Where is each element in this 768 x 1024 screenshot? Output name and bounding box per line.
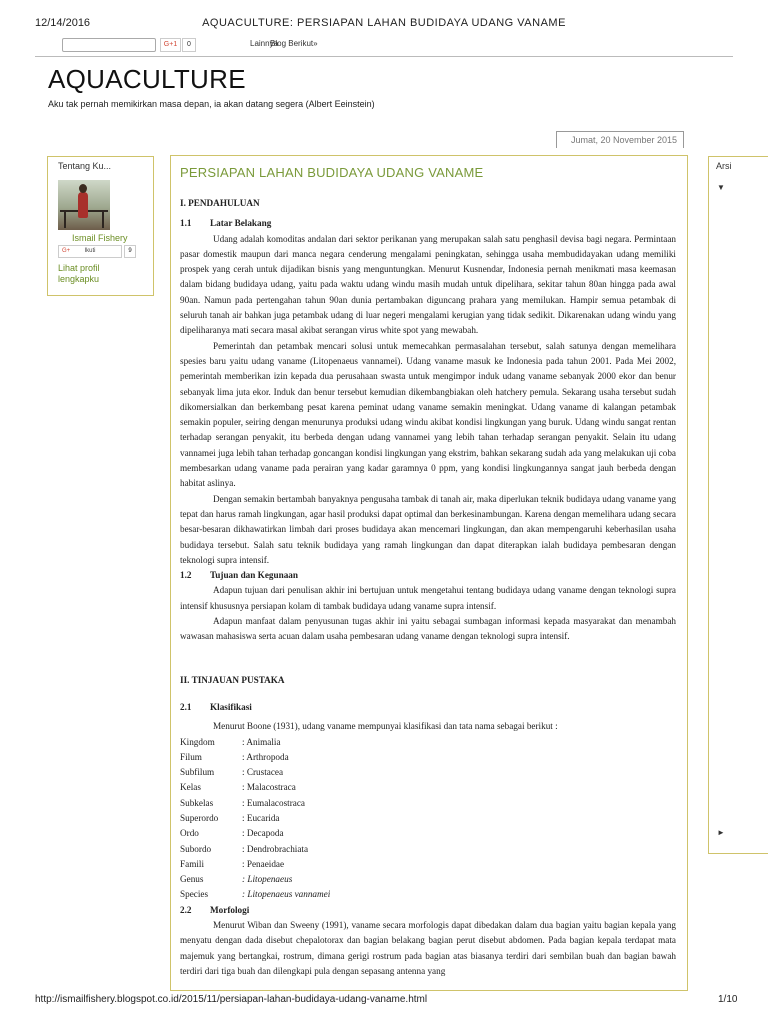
taxonomy-row: Subfilum : Crustacea xyxy=(180,767,284,778)
taxonomy-row: Kelas : Malacostraca xyxy=(180,782,296,793)
navbar-divider xyxy=(35,56,733,57)
taxonomy-row: Species : Litopenaeus vannamei xyxy=(180,889,331,900)
gplus-button[interactable]: G+1 xyxy=(160,38,181,52)
search-input[interactable] xyxy=(62,38,156,52)
paragraph: Dengan semakin bertambah banyaknya pengusaha tambak di tanah air, maka diperlukan teknik budidaya udang vaname yang tepat dan harus ramah lingkungan, agar hasil produksi dapat optimal dan berkesinambungan. Karena dengan memelihara udang secara besar-besaran dikhawatirkan limbah dari proses budidaya akan mencemari lingkungan, dan akan mempengaruhi keberhasilan usaha budidaya tersebut. Salah satu teknik budidaya yang ramah lingkungan dan dapat diterapkan ialah budidaya pembesaran dengan teknologi supra intensif. xyxy=(180,493,676,565)
profile-name-link[interactable]: Ismail Fishery xyxy=(72,233,128,243)
taxonomy-row: Subordo : Dendrobrachiata xyxy=(180,843,309,854)
blog-description: Aku tak pernah memikirkan masa depan, ia akan datang segera (Albert Eeinstein) xyxy=(48,99,375,109)
section-heading: I. PENDAHULUAN xyxy=(180,198,260,208)
post-body xyxy=(180,196,676,979)
gplus-count: 0 xyxy=(182,38,196,52)
print-title: AQUACULTURE: PERSIAPAN LAHAN BUDIDAYA UDANG VANAME xyxy=(202,17,566,29)
about-title: Tentang Ku... xyxy=(58,161,112,171)
taxonomy-row: Ordo : Decapoda xyxy=(180,828,284,839)
subsection-heading: 1.1 Latar Belakang xyxy=(180,218,272,229)
gplus-icon: G+ xyxy=(62,248,71,254)
taxonomy-list xyxy=(180,735,676,903)
blog-title[interactable]: AQUACULTURE xyxy=(48,64,246,94)
subsection-heading: 2.1 Klasifikasi xyxy=(180,701,252,712)
paragraph: Udang adalah komoditas andalan dari sektor perikanan yang merupakan salah satu penghasil devisa bagi negara. Permintaan pasar domestik maupun dari manca negara cenderung mengalami peningkatan, sehingga usaha membudidayakan udang memiliki prospek yang cerah untuk dijadikan bisnis yang menguntungkan. Menurut Kusnendar, Indonesia pernah menikmati masa keemasan dalam bidang budidaya udang, yaitu pada waktu udang windu masih mudah untuk dipelihara, sekitar tahun 80an hingga pada awal 90an. Namun pada pertengahan tahun 90an dunia pertambakan diguncang prahara yang memilukan. Hampir semua petambak di seluruh tanah air bahkan juga petambak udang di luar negeri mengalami kerugian yang tidak sedikit. Dikarenakan udang windu yang dipeliharanya mati secara masal akibat serangan virus white spot yang mewabah. xyxy=(180,233,676,336)
next-blog-link[interactable]: Blog Berikut» xyxy=(270,39,318,48)
section-heading: II. TINJAUAN PUSTAKA xyxy=(180,674,285,685)
expand-arrow-icon[interactable]: ▼ xyxy=(717,183,725,192)
paragraph: Menurut Boone (1931), udang vaname mempunyai klasifikasi dan tata nama sebagai berikut : xyxy=(213,721,558,732)
print-url: http://ismailfishery.blogspot.co.id/2015/11/persiapan-lahan-budidaya-udang-vaname.html xyxy=(35,994,428,1005)
post-date: Jumat, 20 November 2015 xyxy=(556,131,684,148)
paragraph: Adapun tujuan dari penulisan akhir ini bertujuan untuk mengetahui tentang budidaya udang vaname dengan teknologi supra intensif khususnya persiapan kolam di tambak budidaya udang vaname supra intensif. xyxy=(180,585,676,611)
print-date: 12/14/2016 xyxy=(35,17,91,29)
collapse-arrow-icon[interactable]: ► xyxy=(717,828,725,837)
taxonomy-row: Famili : Penaeidae xyxy=(180,858,285,869)
taxonomy-row: Superordo : Eucarida xyxy=(180,812,280,823)
paragraph: Pemerintah dan petambak mencari solusi untuk memecahkan permasalahan tersebut, salah satunya dengan memelihara spesies baru yaitu udang vaname (Litopenaeus vannamei). Udang vaname masuk ke Indonesia pada tahun 2001. Pada Mei 2002, pemerintah memberikan izin kepada dua perusahaan swasta untuk mengimpor induk udang vaname sebanyak 2000 ekor dan benur sebanyak lima juta ekor. Induk dan benur tersebut kemudian dikembangbiakan oleh hatchery pemula. Sekarang usaha tersebut sudah dikomersialkan dan berkembang pesat karena peminat udang vaname semakin meningkat. Udang vaname di kalangan petambak semakin populer, seiring dengan menurunya produksi udang windu akibat kondisi lingkungan yang buruk. Udang windu sangat rentan terhadap serangan penyakit, itu berbeda dengan udang vannamei yang lebih tahan terhadap serangan penyakit. Selain itu udang vannamei juga lebih tahan terhadap goncangan kondisi lingkungan yang ekstrim, bahkan sekarang sudah ada yang melakukan uji coba membesarkan udang vaname pada perairan yang kadar garamnya 0 ppm, yang kondisi lingkungannya sangat jauh berbeda dengan habitat aslinya. xyxy=(180,340,676,489)
paragraph: Adapun manfaat dalam penyusunan tugas akhir ini yaitu sebagai sumbagan informasi kepada masyarakat dan menambah wawasan mahasiswa serta acuan dalam usaha pembesaran udang vaname dengan teknologi supra intensif. xyxy=(180,616,676,642)
follow-button[interactable]: G+ Ikuti xyxy=(58,245,122,258)
taxonomy-row: Filum : Arthropoda xyxy=(180,751,289,762)
sidebar-right xyxy=(708,156,768,854)
subsection-heading: 1.2 Tujuan dan Kegunaan xyxy=(180,570,299,581)
follow-count: 9 xyxy=(124,245,136,258)
paragraph: Menurut Wiban dan Sweeny (1991), vaname secara morfologis dapat dibedakan dalam dua bagian yaitu bagian kepala yang menyatu dengan dada disebut chepalotorax dan bagian belakang bagian perut disebut abdomen. Pada bagian kepala terdapat mata majemuk yang bertangkai, rostrum, dimana gerigi rostrum pada bagian atas biasanya terdiri dari sembilan buah dan bagian bawah terdiri dari tiga buah dan dilengkapi pula dengan sepasang antenna yang xyxy=(180,920,676,976)
taxonomy-row: Kingdom : Animalia xyxy=(180,736,281,747)
more-link[interactable]: Lainnya xyxy=(250,39,279,48)
post-title[interactable]: PERSIAPAN LAHAN BUDIDAYA UDANG VANAME xyxy=(180,165,484,180)
subsection-heading: 2.2 Morfologi xyxy=(180,904,250,915)
archive-title: Arsi xyxy=(716,161,732,171)
print-page-number: 1/10 xyxy=(718,994,738,1005)
avatar[interactable] xyxy=(58,180,110,230)
view-profile-link[interactable]: Lihat profil lengkapku xyxy=(58,263,100,284)
taxonomy-row: Subkelas : Eumalacostraca xyxy=(180,797,306,808)
taxonomy-row: Genus : Litopenaeus xyxy=(180,874,293,885)
